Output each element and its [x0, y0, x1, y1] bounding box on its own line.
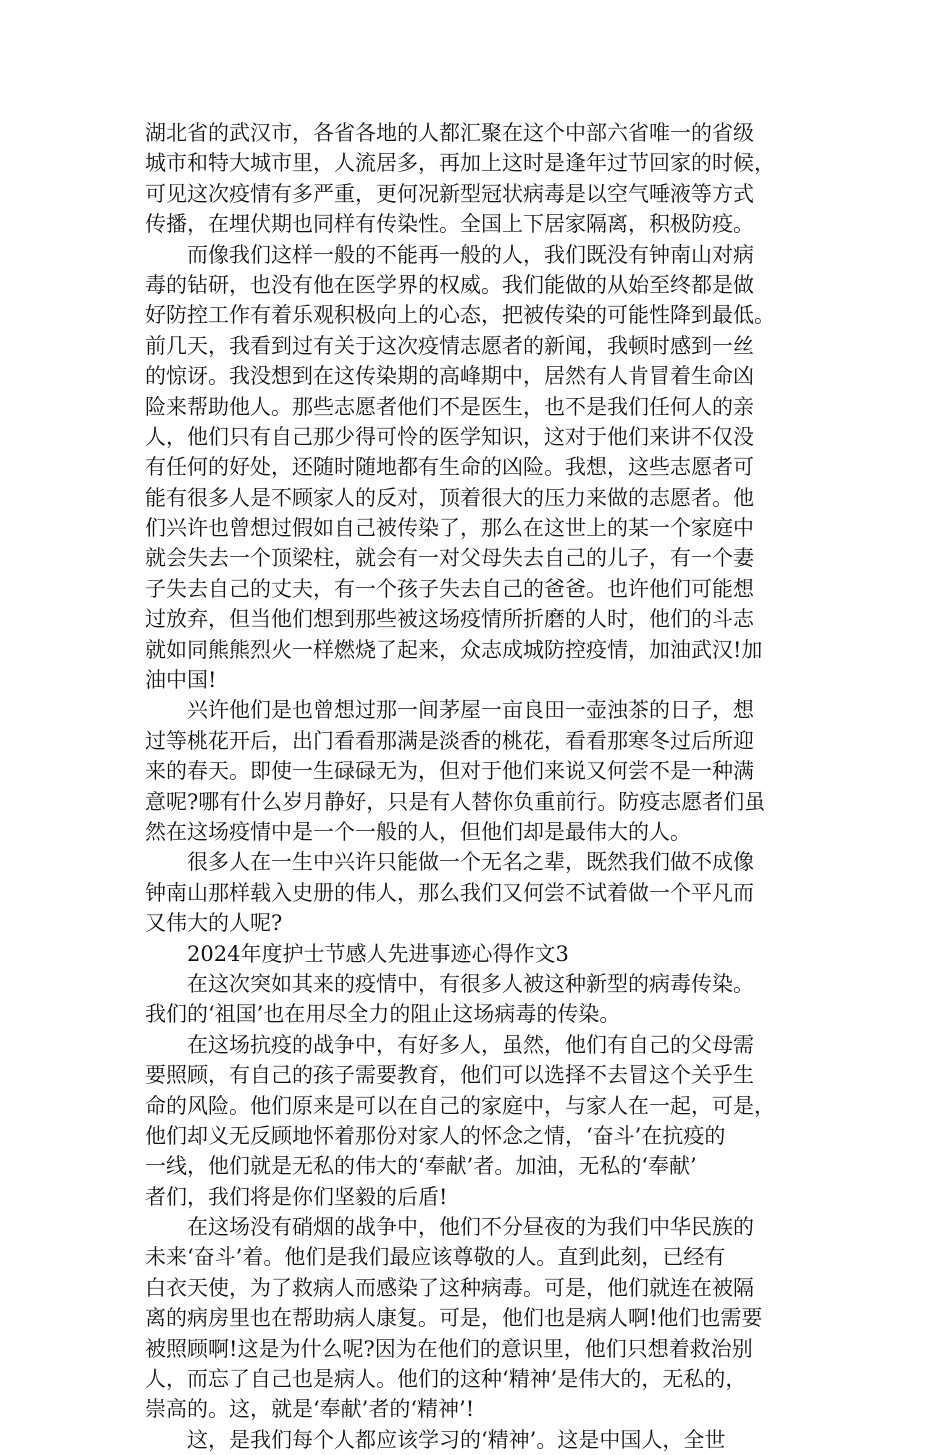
- text-line: 能有很多人是不顾家人的反对，顶着很大的压力来做的志愿者。他: [145, 485, 754, 510]
- text-line: 就会失去一个顶梁柱，就会有一对父母失去自己的儿子，有一个妻: [145, 546, 754, 571]
- text-line: 离的病房里也在帮助病人康复。可是，他们也是病人啊!他们也需要: [145, 1306, 763, 1331]
- text-line: 前几天，我看到过有关于这次疫情志愿者的新闻，我顿时感到一丝: [145, 333, 754, 358]
- text-line: 传播，在埋伏期也同样有传染性。全国上下居家隔离，积极防疫。: [145, 212, 754, 237]
- text-line: 的惊讶。我没想到在这传染期的高峰期中，居然有人肯冒着生命凶: [145, 364, 754, 389]
- text-line: 钟南山那样载入史册的伟人，那么我们又何尝不试着做一个平凡而: [145, 880, 754, 905]
- text-line: 过等桃花开后，出门看看那满是淡香的桃花，看看那寒冬过后所迎: [145, 728, 754, 753]
- paragraph-first-line: 兴许他们是也曾想过那一间茅屋一亩良田一壶浊茶的日子，想: [187, 698, 754, 723]
- text-line: 又伟大的人呢?: [145, 911, 283, 936]
- paragraph-first-line: 而像我们这样一般的不能再一般的人，我们既没有钟南山对病: [187, 242, 754, 267]
- text-line: 未来‘奋斗’着。他们是我们最应该尊敬的人。直到此刻，已经有: [145, 1245, 726, 1270]
- paragraph-first-line: 很多人在一生中兴许只能做一个无名之辈，既然我们做不成像: [187, 850, 754, 875]
- text-line: 命的风险。他们原来是可以在自己的家庭中，与家人在一起，可是，: [145, 1093, 775, 1118]
- paragraph-first-line: 在这场没有硝烟的战争中，他们不分昼夜的为我们中华民族的: [187, 1215, 754, 1240]
- text-line: 油中国!: [145, 668, 217, 693]
- text-line: 白衣天使，为了救病人而感染了这种病毒。可是，他们就连在被隔: [145, 1275, 754, 1300]
- text-line: 我们的‘祖国’也在用尽全力的阻止这场病毒的传染。: [145, 1002, 621, 1027]
- text-line: 毒的钻研，也没有他在医学界的权威。我们能做的从始至终都是做: [145, 272, 754, 297]
- text-line: 子失去自己的丈夫，有一个孩子失去自己的爸爸。也许他们可能想: [145, 576, 754, 601]
- text-line: 人，而忘了自己也是病人。他们的这种‘精神’是伟大的，无私的，: [145, 1367, 747, 1392]
- text-line: 被照顾啊!这是为什么呢?因为在他们的意识里，他们只想着救治别: [145, 1336, 753, 1361]
- text-line: 一线，他们就是无私的伟大的‘奉献’者。加油，无私的‘奉献’: [145, 1154, 697, 1179]
- text-line: 者们，我们将是你们坚毅的后盾!: [145, 1184, 448, 1209]
- text-line: 崇高的。这，就是‘奉献’者的‘精神’!: [145, 1397, 475, 1422]
- text-line: 人，他们只有自己那少得可怜的医学知识，这对于他们来讲不仅没: [145, 424, 754, 449]
- text-line: 然在这场疫情中是一个一般的人，但他们却是最伟大的人。: [145, 819, 691, 844]
- text-line: 意呢?哪有什么岁月静好，只是有人替你负重前行。防疫志愿者们虽: [145, 789, 766, 814]
- paragraph-first-line: 2024年度护士节感人先进事迹心得作文3: [187, 941, 569, 966]
- text-line: 来的春天。即使一生碌碌无为，但对于他们来说又何尝不是一种满: [145, 759, 754, 784]
- text-line: 就如同熊熊烈火一样燃烧了起来，众志成城防控疫情，加油武汉!加: [145, 637, 763, 662]
- text-line: 好防控工作有着乐观积极向上的心态，把被传染的可能性降到最低。: [145, 303, 775, 328]
- paragraph-first-line: 在这场抗疫的战争中，有好多人，虽然，他们有自己的父母需: [187, 1032, 754, 1057]
- text-line: 可见这次疫情有多严重，更何况新型冠状病毒是以空气唾液等方式: [145, 181, 754, 206]
- text-line: 湖北省的武汉市，各省各地的人都汇聚在这个中部六省唯一的省级: [145, 121, 754, 145]
- text-line: 过放弃，但当他们想到那些被这场疫情所折磨的人时，他们的斗志: [145, 607, 754, 632]
- text-line: 他们却义无反顾地怀着那份对家人的怀念之情，‘奋斗’在抗疫的: [145, 1123, 726, 1148]
- text-line: 要照顾，有自己的孩子需要教育，他们可以选择不去冒这个关乎生: [145, 1063, 754, 1088]
- text-line: 险来帮助他人。那些志愿者他们不是医生，也不是我们任何人的亲: [145, 394, 754, 419]
- paragraph-first-line: 这，是我们每个人都应该学习的‘精神’。这是中国人，全世: [187, 1427, 726, 1452]
- text-line: 有任何的好处，还随时随地都有生命的凶险。我想，这些志愿者可: [145, 455, 754, 480]
- text-line: 城市和特大城市里，人流居多，再加上这时是逢年过节回家的时候，: [145, 151, 775, 176]
- paragraph-first-line: 在这次突如其来的疫情中，有很多人被这种新型的病毒传染。: [187, 971, 754, 996]
- document-page: [145, 118, 825, 1455]
- text-line: 们兴许也曾想过假如自己被传染了，那么在这世上的某一个家庭中: [145, 516, 754, 541]
